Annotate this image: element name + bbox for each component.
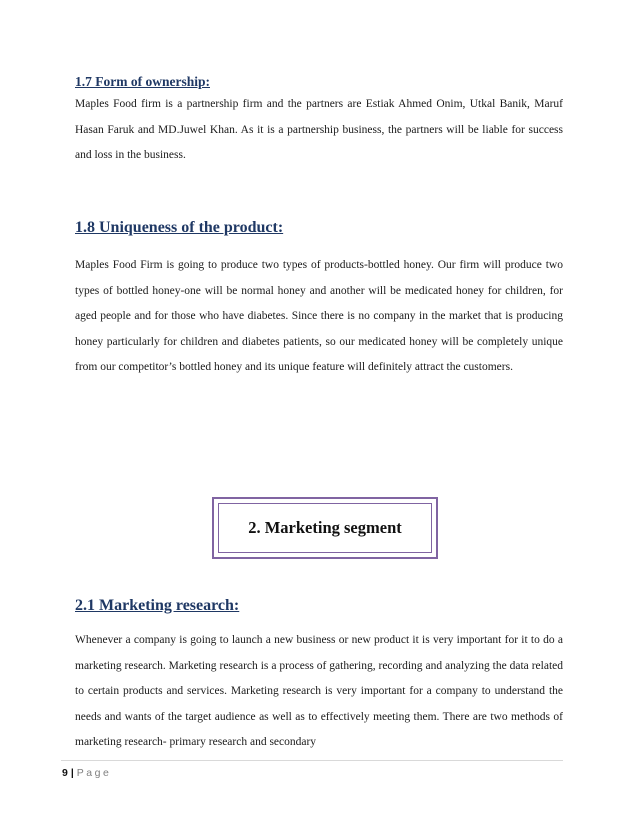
paragraph-uniqueness: Maples Food Firm is going to produce two types of products-bottled honey. Our firm will produce two types of bottled honey-one will be normal honey and another will be medicated honey for children, for aged people and for those who have diabetes. Since there is no company in the market that is producing honey particularly for children and diabetes patients, so our medicated honey will be completely unique from our competitor’s bottled honey and its unique feature will definitely attract the customers.	[75, 259, 563, 374]
marketing-segment-inner-frame	[218, 503, 432, 553]
section-heading-form-of-ownership: 1.7 Form of ownership:	[75, 74, 210, 89]
section-heading-marketing-research: 2.1 Marketing research:	[75, 597, 240, 614]
page-label: Page	[76, 767, 112, 779]
footer-separator: |	[70, 767, 74, 779]
marketing-segment-title-box	[212, 497, 438, 559]
footer-divider	[61, 760, 563, 761]
paragraph-marketing-research: Whenever a company is going to launch a new business or new product it is very important for it to do a marketing research. Marketing research is a process of gathering, recording and analyzing the data related to certain products and services. Marketing research is very important for a company to understand the needs and wants of the target audience as well as to effectively meeting them. There are two methods of marketing research- primary research and secondary	[75, 634, 563, 749]
paragraph-form-of-ownership: Maples Food firm is a partnership firm and the partners are Estiak Ahmed Onim, Utkal Banik, Maruf Hasan Faruk and MD.Juwel Khan. As it is a partnership business, the partners will be liable for success and loss in the business.	[75, 98, 563, 162]
page-footer	[62, 767, 111, 779]
marketing-segment-title: 2. Marketing segment	[248, 518, 402, 537]
page-number: 9	[62, 767, 68, 779]
section-heading-uniqueness: 1.8 Uniqueness of the product:	[75, 219, 284, 236]
